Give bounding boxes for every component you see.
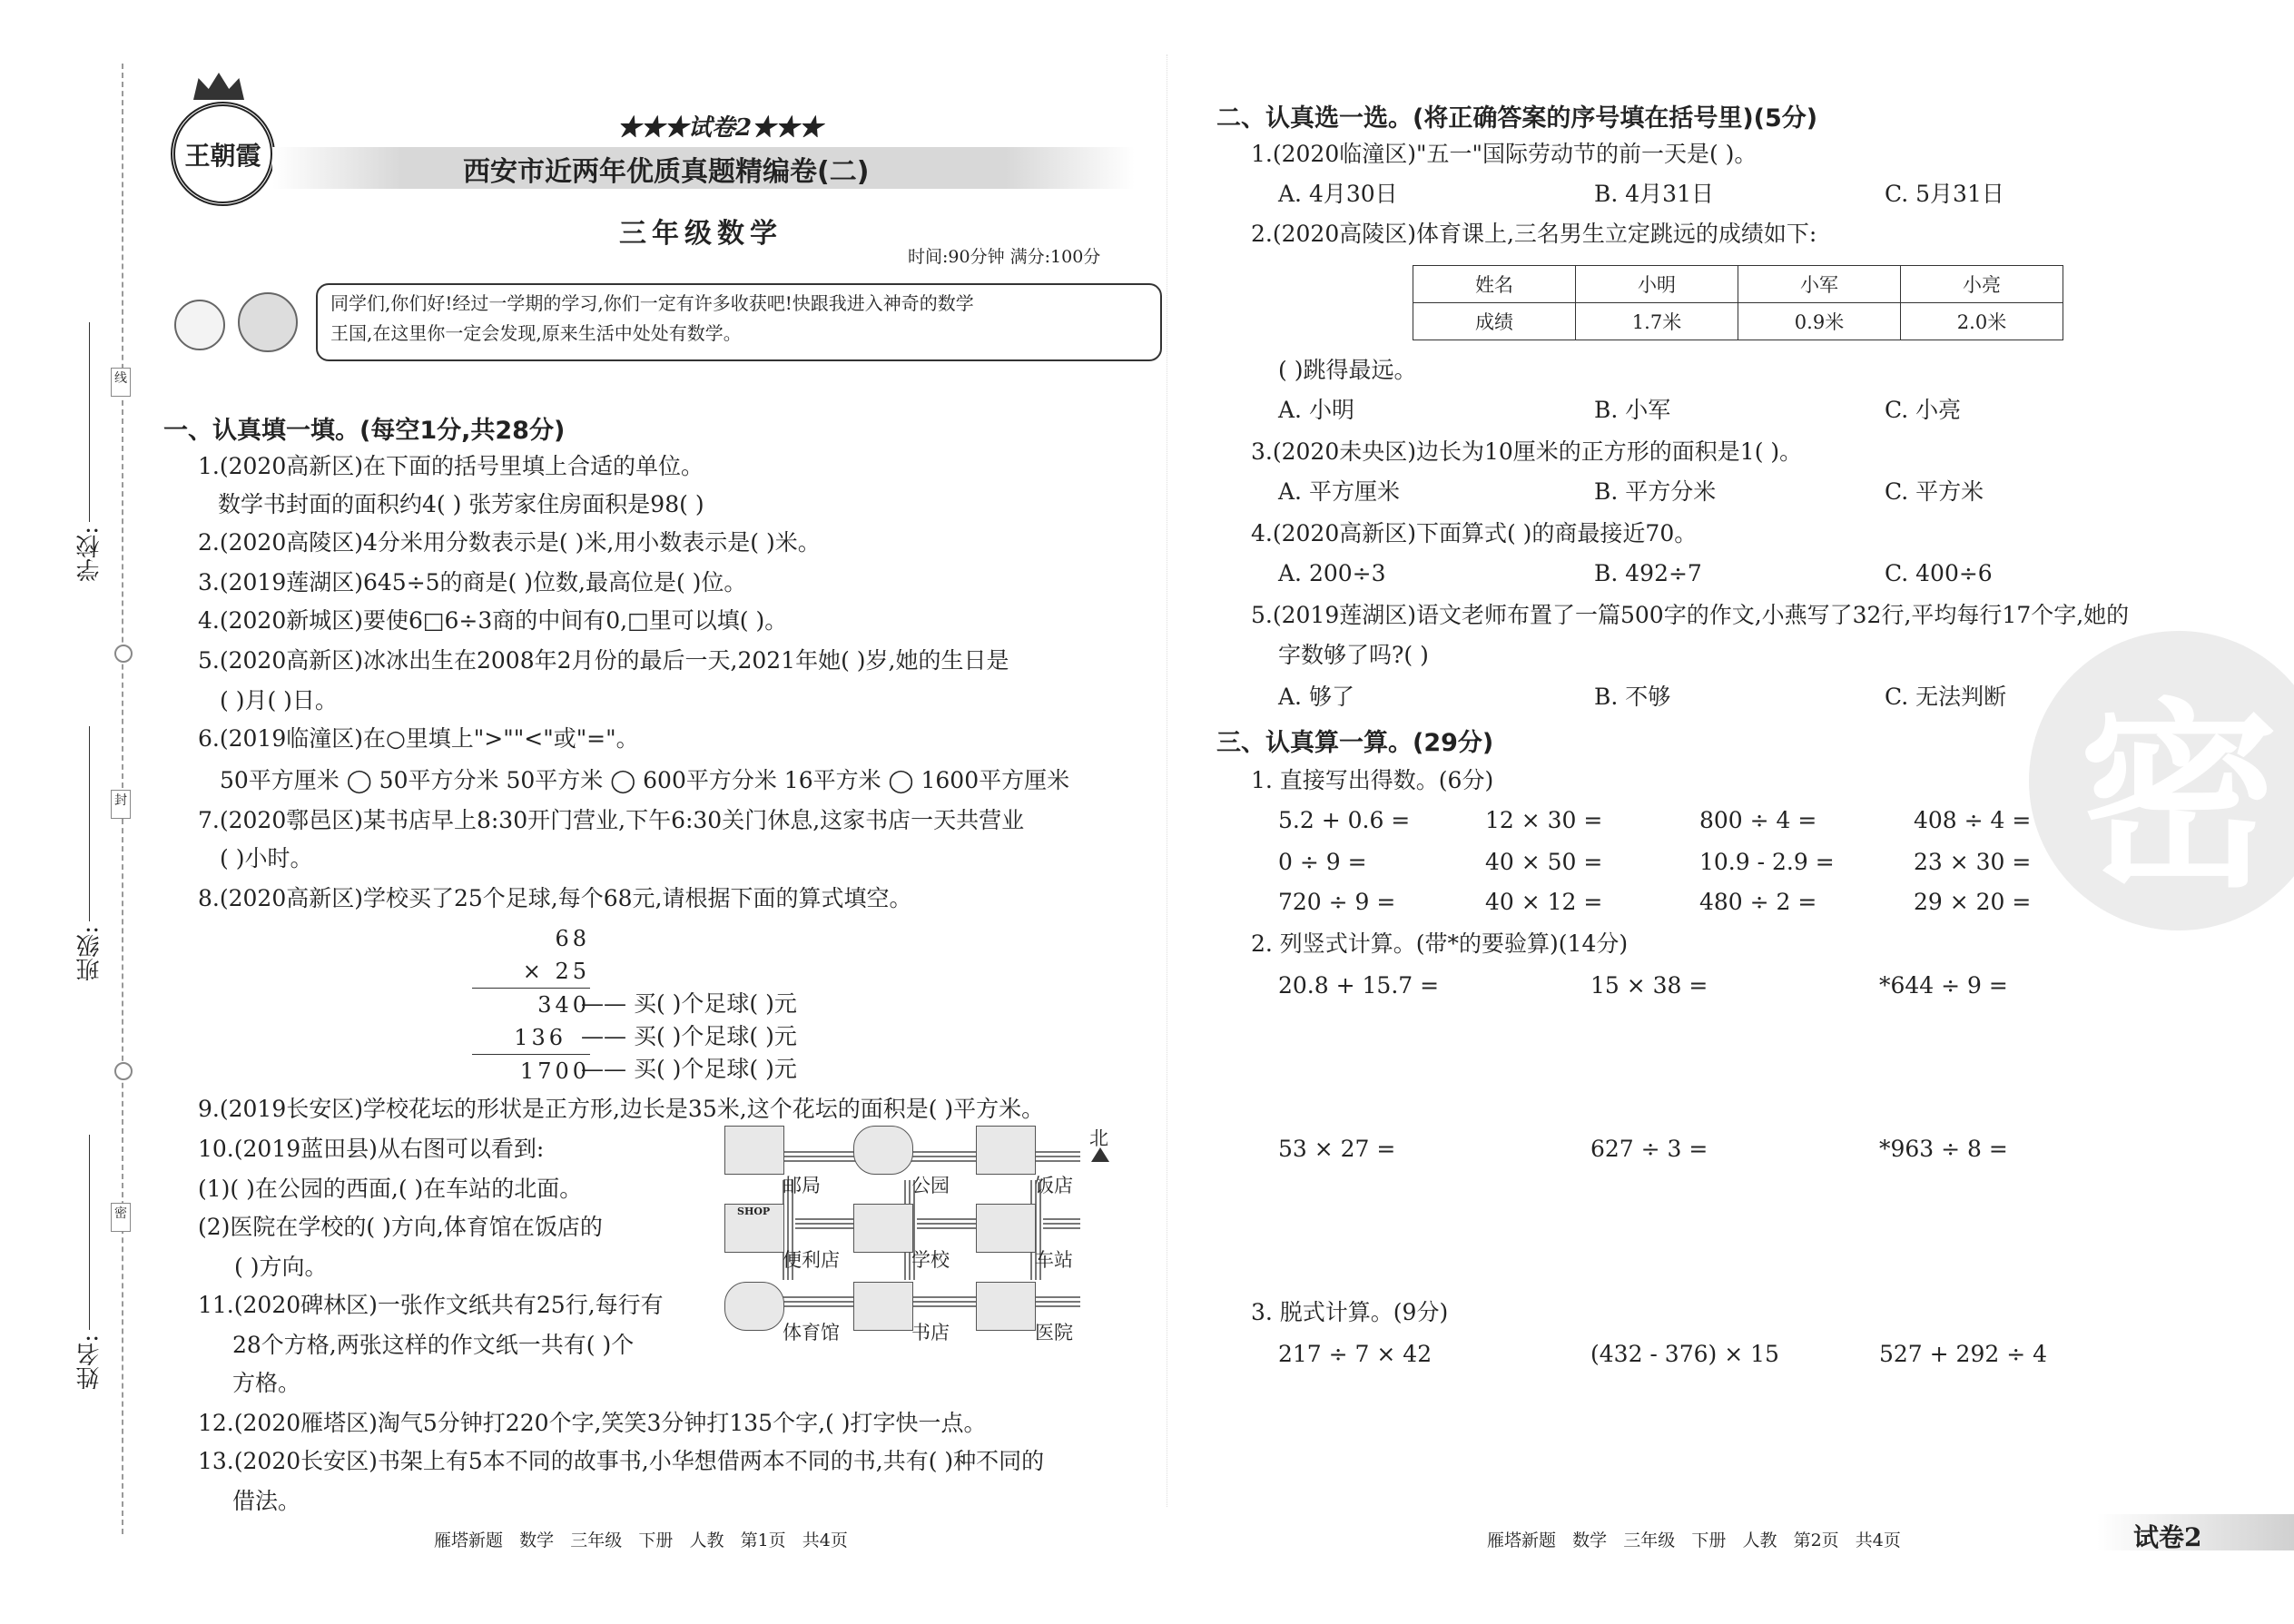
question-line: 字数够了吗?( ) (1278, 642, 1429, 668)
footer-right: 雁塔新题 数学 三年级 下册 人教 第2页 共4页 (1487, 1530, 1901, 1550)
question-line: (2)医院在学校的( )方向,体育馆在饭店的 (198, 1214, 603, 1240)
north-arrow-icon (1091, 1147, 1109, 1162)
map-label: 书店 (911, 1322, 950, 1343)
intro-line: 王国,在这里你一定会发现,原来生活中处处有数学。 (330, 322, 742, 344)
arith-item: 12 × 30 = (1485, 807, 1603, 833)
part-title: 2. 列竖式计算。(带*的要验算)(14分) (1251, 930, 1629, 957)
calc-line: 1700 (519, 1058, 590, 1084)
score-table (1413, 265, 2063, 340)
calc-fill-line: —— 买( )个足球( )元 (581, 1056, 797, 1082)
table-cell: 成绩 (1413, 303, 1576, 340)
table-cell: 2.0米 (1901, 303, 2063, 340)
calc-fill-line: —— 买( )个足球( )元 (581, 990, 797, 1017)
arith-item: 15 × 38 = (1590, 972, 1708, 999)
question-line: 13.(2020长安区)书架上有5本不同的故事书,小华想借两本不同的书,共有( )种不同的 (198, 1448, 1045, 1474)
footer-badge: 试卷2 (2133, 1522, 2202, 1552)
question-line: 数学书封面的面积约4( ) 张芳家住房面积是98( ) (218, 491, 704, 517)
option: B. 平方分米 (1594, 478, 1717, 505)
question-line: 3.(2020未央区)边长为10厘米的正方形的面积是1( )。 (1251, 438, 1803, 465)
option: A. 小明 (1278, 397, 1354, 423)
arith-item: *963 ÷ 8 = (1879, 1136, 2008, 1162)
question-line: 2.(2020高陵区)4分米用分数表示是( )米,用小数表示是( )米。 (198, 529, 821, 556)
station-icon (976, 1204, 1036, 1253)
question-line: 6.(2019临潼区)在○里填上">""<"或"="。 (198, 725, 639, 752)
option: C. 5月31日 (1885, 181, 2004, 207)
seal-secret-mark: 密 (111, 1203, 131, 1232)
section2-title: 二、认真选一选。(将正确答案的序号填在括号里)(5分) (1216, 104, 1818, 133)
question-line: 11.(2020碑林区)一张作文纸共有25行,每行有 (198, 1292, 664, 1318)
question-line: 10.(2019蓝田县)从右图可以看到: (198, 1136, 545, 1162)
question-line: ( )月( )日。 (220, 687, 338, 714)
mascot-icon (174, 300, 225, 350)
question-line: 1.(2020高新区)在下面的括号里填上合适的单位。 (198, 453, 704, 479)
arith-item: 20.8 + 15.7 = (1278, 972, 1440, 999)
punch-hole-icon (114, 1062, 133, 1080)
seal-line-mark: 线 (111, 368, 131, 397)
map-label: 车站 (1035, 1249, 1073, 1271)
arith-item: 53 × 27 = (1278, 1136, 1396, 1162)
calc-line: 68 (555, 926, 590, 951)
option: C. 400÷6 (1885, 560, 1993, 586)
question-line: 5.(2019莲湖区)语文老师布置了一篇500字的作文,小燕写了32行,平均每行17个字,她的 (1251, 602, 2130, 628)
part-title: 1. 直接写出得数。(6分) (1251, 767, 1494, 793)
seal-seal-mark: 封 (111, 790, 131, 819)
name-field[interactable] (89, 1135, 90, 1330)
arith-item: (432 - 376) × 15 (1590, 1341, 1779, 1367)
class-label: 班级: (76, 926, 103, 981)
question-line: 12.(2020雁塔区)淘气5分钟打220个字,笑笑3分钟打135个字,( )打字快一点。 (198, 1410, 987, 1436)
town-map (717, 1126, 1135, 1343)
school-icon (853, 1204, 913, 1253)
option: B. 小军 (1594, 397, 1671, 423)
school-field[interactable] (89, 322, 90, 522)
page-title: 西安市近两年优质真题精编卷(二) (463, 156, 870, 188)
stadium-icon (724, 1282, 784, 1331)
park-icon (853, 1126, 913, 1175)
question-line: 方格。 (232, 1370, 301, 1396)
map-label: 体育馆 (783, 1322, 840, 1343)
section3-title: 三、认真算一算。(29分) (1216, 729, 1494, 757)
map-label: 公园 (911, 1175, 950, 1196)
arith-item: 800 ÷ 4 = (1699, 807, 1817, 833)
option: B. 不够 (1594, 684, 1671, 710)
question-line: (1)( )在公园的西面,( )在车站的北面。 (198, 1176, 583, 1202)
arith-item: 40 × 50 = (1485, 849, 1603, 875)
intro-line: 同学们,你们好!经过一学期的学习,你们一定有许多收获吧!快跟我进入神奇的数学 (330, 292, 974, 314)
option: C. 平方米 (1885, 478, 1984, 505)
table-cell: 小亮 (1901, 266, 2063, 303)
option: A. 200÷3 (1278, 560, 1386, 586)
arith-item: 40 × 12 = (1485, 889, 1603, 915)
option: A. 够了 (1278, 684, 1354, 710)
series-label: ★★★试卷2★★★ (617, 114, 823, 142)
map-label: 便利店 (783, 1249, 840, 1271)
footer-left: 雁塔新题 数学 三年级 下册 人教 第1页 共4页 (434, 1530, 848, 1550)
option: A. 平方厘米 (1278, 478, 1400, 505)
question-line: ( )跳得最远。 (1278, 357, 1417, 383)
name-label: 姓名: (76, 1334, 103, 1390)
question-line: 5.(2020高新区)冰冰出生在2008年2月份的最后一天,2021年她( )岁,她的生日是 (198, 647, 1009, 674)
section1-title: 一、认真填一填。(每空1分,共28分) (163, 417, 566, 445)
question-line: 4.(2020新城区)要使6□6÷3商的中间有0,□里可以填( )。 (198, 607, 788, 634)
table-cell: 小军 (1738, 266, 1901, 303)
shop-sign: SHOP (737, 1206, 771, 1217)
option: B. 4月31日 (1594, 181, 1714, 207)
binding-strip (64, 64, 145, 1534)
question-line: 4.(2020高新区)下面算式( )的商最接近70。 (1251, 520, 1698, 546)
calc-fill-line: —— 买( )个足球( )元 (581, 1023, 797, 1049)
school-label: 学校: (76, 527, 103, 582)
map-label: 邮局 (783, 1175, 821, 1196)
question-line: 8.(2020高新区)学校买了25个足球,每个68元,请根据下面的算式填空。 (198, 885, 912, 911)
question-line: ( )小时。 (220, 845, 313, 871)
north-label: 北 (1089, 1127, 1108, 1149)
map-label: 饭店 (1035, 1175, 1073, 1196)
restaurant-icon (976, 1126, 1036, 1175)
table-cell: 0.9米 (1738, 303, 1901, 340)
table-cell: 小明 (1576, 266, 1738, 303)
table-row (1413, 266, 2063, 303)
arith-item: 720 ÷ 9 = (1278, 889, 1396, 915)
part-title: 3. 脱式计算。(9分) (1251, 1299, 1449, 1325)
arith-item: 10.9 - 2.9 = (1699, 849, 1835, 875)
question-line: 28个方格,两张这样的作文纸一共有( )个 (232, 1332, 635, 1358)
arith-item: 29 × 20 = (1914, 889, 2032, 915)
option: C. 无法判断 (1885, 684, 2007, 710)
option: A. 4月30日 (1278, 181, 1398, 207)
map-label: 学校 (911, 1249, 950, 1271)
arith-item: 5.2 + 0.6 = (1278, 807, 1411, 833)
subject-title: 三年级数学 (619, 218, 783, 250)
secret-watermark (2029, 631, 2294, 930)
arith-item: 0 ÷ 9 = (1278, 849, 1367, 875)
post-office-icon (724, 1126, 784, 1175)
question-line: 50平方厘米 ◯ 50平方分米 50平方米 ◯ 600平方分米 16平方米 ◯ 1600平方厘米 (220, 767, 1070, 793)
calc-line: 136 (472, 1021, 590, 1055)
arith-item: 527 + 292 ÷ 4 (1879, 1341, 2048, 1367)
class-field[interactable] (89, 726, 90, 921)
punch-hole-icon (114, 645, 133, 663)
intro-bubble (316, 283, 1162, 361)
arith-item: 23 × 30 = (1914, 849, 2032, 875)
question-line: 7.(2020鄠邑区)某书店早上8:30开门营业,下午6:30关门休息,这家书店一天共营业 (198, 807, 1025, 833)
question-line: 2.(2020高陵区)体育课上,三名男生立定跳远的成绩如下: (1251, 221, 1817, 247)
crown-icon (193, 73, 244, 100)
brand-logo (171, 102, 275, 206)
table-row (1413, 303, 2063, 340)
calc-line: 340 (537, 992, 590, 1018)
question-line: 借法。 (232, 1488, 301, 1514)
question-line: 9.(2019长安区)学校花坛的形状是正方形,边长是35米,这个花坛的面积是( )平方米。 (198, 1096, 1045, 1122)
arith-item: 627 ÷ 3 = (1590, 1136, 1708, 1162)
arith-item: 408 ÷ 4 = (1914, 807, 2032, 833)
question-line: 3.(2019莲湖区)645÷5的商是( )位数,最高位是( )位。 (198, 569, 747, 595)
arith-item: *644 ÷ 9 = (1879, 972, 2008, 999)
hospital-icon (976, 1282, 1036, 1331)
calc-line: × 25 (472, 955, 590, 989)
bookstore-icon (853, 1282, 913, 1331)
mascot-icon (238, 292, 298, 352)
option: B. 492÷7 (1594, 560, 1702, 586)
multiplication-work (472, 922, 590, 1088)
map-label: 医院 (1035, 1322, 1073, 1343)
watermark-glyph: 密 (2078, 682, 2279, 914)
arith-item: 480 ÷ 2 = (1699, 889, 1817, 915)
table-cell: 1.7米 (1576, 303, 1738, 340)
brand-name: 王朝霞 (184, 140, 261, 171)
time-info: 时间:90分钟 满分:100分 (908, 247, 1101, 267)
arith-item: 217 ÷ 7 × 42 (1278, 1341, 1433, 1367)
table-cell: 姓名 (1413, 266, 1576, 303)
question-line: 1.(2020临潼区)"五一"国际劳动节的前一天是( )。 (1251, 141, 1757, 167)
question-line: ( )方向。 (234, 1254, 328, 1280)
option: C. 小亮 (1885, 397, 1962, 423)
